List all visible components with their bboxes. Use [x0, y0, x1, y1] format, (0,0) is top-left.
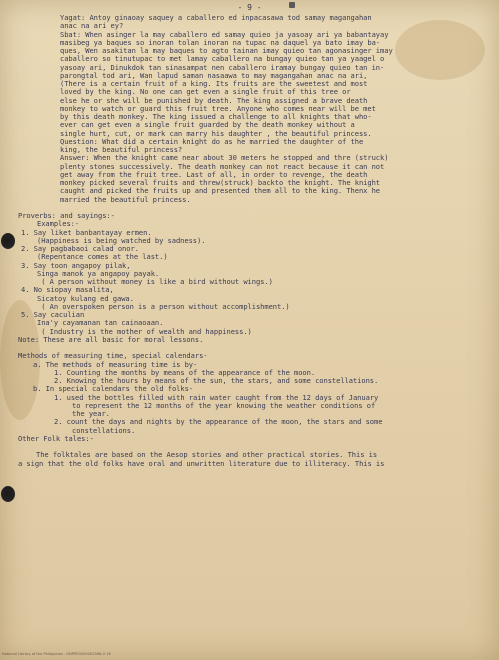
text-line: ever can get even a single fruit guarded by the death monkey without a: [60, 120, 355, 130]
text-line: parongtal tod ari, Wan lapud saman nasaawa to may magangahan anac na ari,: [60, 70, 368, 80]
text-line: loved by the king. No one can get even a single fruit of this tree or: [60, 87, 351, 97]
text-line: Note: These are all basic for moral lessons.: [18, 334, 204, 344]
text-line: 3. Say toon angapoy pilak,: [21, 260, 131, 270]
text-line: constellations.: [72, 425, 136, 435]
text-line: Sbat: When asinger la may caballero ed samay quieo ja yasoay ari ya babantayay: [60, 29, 389, 39]
text-line: anac na ari ey?: [60, 21, 124, 31]
text-line: Question: What did a certain knight do as he married the daughter of the: [60, 136, 364, 146]
text-line: b. In special calendars the old folks-: [33, 384, 194, 394]
text-line: by this death monkey. The king issued a challenge to all knights that who-: [60, 112, 372, 121]
text-line: 1. Say liket banbantayay ermen.: [21, 227, 152, 237]
text-line: caballero so tinutupac to met lamay caballero na bungay quieo tan ya yaagel o: [60, 54, 385, 64]
text-line: masibeg ya baques so inoran tolan inoran na tupac na daquel ya bato imay ba-: [60, 37, 381, 47]
text-line: Methods of measuring time, special calendars-: [18, 351, 208, 361]
text-line: yasoay ari, Dinukdok tan sinasampat nen caballero iramay bungay quieo tan in-: [60, 62, 385, 72]
text-line: ques, Wen asakitan la may baques to agto tainan imay quieo tan agonasinger imay: [60, 46, 393, 55]
page-number: - 9 -: [237, 3, 262, 12]
text-line: Answer: When the knight came near about 30 meters he stopped and thre (struck): [60, 153, 389, 163]
text-line: Proverbs: and sayings:-: [18, 211, 115, 220]
text-line: married the beautiful princess.: [60, 194, 191, 204]
text-line: king, the beautiful princess?: [60, 145, 183, 154]
text-line: The folktales are based on the Aesop stories and other practical stories. This is: [36, 450, 378, 460]
text-line: Yagat: Antoy ginaoay saquey a caballero ed inpacasawa tod samay magangahan: [60, 13, 372, 22]
text-line: 2. Knowing the hours by means of the sun, the stars, and some constellations.: [54, 376, 379, 385]
text-line: Sicatoy kulang ed gawa.: [37, 293, 134, 303]
text-line: (Repentance comes at the last.): [37, 252, 168, 262]
text-line: to represent the 12 months of the year knowing the weather conditions of: [72, 400, 376, 410]
text-line: (Happiness is being watched by sadness).: [37, 235, 206, 245]
text-line: Examples:-: [37, 219, 80, 229]
text-line: Ina'y cayamanan tan cainaoaan.: [37, 318, 164, 328]
punch-hole: [1, 233, 15, 249]
text-line: 1. used the bottles filled with rain water caught from the 12 days of January: [54, 392, 379, 402]
punch-hole: [1, 486, 15, 502]
text-line: Singa manok ya angapoy payak.: [37, 268, 160, 278]
text-line: monkey picked several fruits and threw(struck) backto the knight. The knight: [60, 178, 381, 187]
text-line: (There is a certain fruit of a king. Its fruits are the sweetest and most: [60, 79, 368, 88]
text-line: get away from the fruit tree. Last of all, in order to revenge, the death: [60, 169, 368, 179]
text-line: plenty stones successively. The death monkey can not react because it can not: [60, 161, 385, 171]
text-line: monkey to watch or guard this fruit tree. Anyone who comes near will be met: [60, 103, 376, 113]
text-line: Other Folk tales:-: [18, 433, 94, 443]
text-line: ( An overspoken person is a person without accomplishment.): [37, 301, 290, 311]
archive-footer: National Library of the Philippines - HDPPE0000002568-0-16: [2, 652, 111, 656]
text-line: a. The methods of measuring time is by-: [33, 359, 198, 369]
text-line: ( Industry is the mother of wealth and happiness.): [37, 326, 252, 336]
page-mark: [289, 2, 295, 8]
text-line: 4. No siopay masalita,: [21, 285, 114, 295]
document-body: [0, 14, 499, 468]
text-line: 2. Say pagbabaoi calad onor.: [21, 244, 139, 253]
text-line: 1. Counting the months by means of the appearance of the moon.: [54, 367, 316, 377]
text-line: else he or she will be punished by death. The king assigned a brave death: [60, 95, 368, 105]
text-line: single hurt, cut, or mark can marry his daughter , the beautiful princess.: [60, 128, 372, 138]
text-line: ( A person without money is like a bird without wings.): [37, 277, 273, 286]
text-line: the year.: [72, 409, 110, 418]
text-line: caught and picked the fruits up and presented them all to the king. Thenx he: [60, 186, 381, 196]
text-line: 5. Say caculian: [21, 310, 85, 319]
text-line: 2. count the days and nights by the appearance of the moon, the stars and some: [54, 417, 383, 427]
text-line: a sign that the old folks have oral and unwritten literature due to illiteracy. This is: [18, 458, 385, 468]
